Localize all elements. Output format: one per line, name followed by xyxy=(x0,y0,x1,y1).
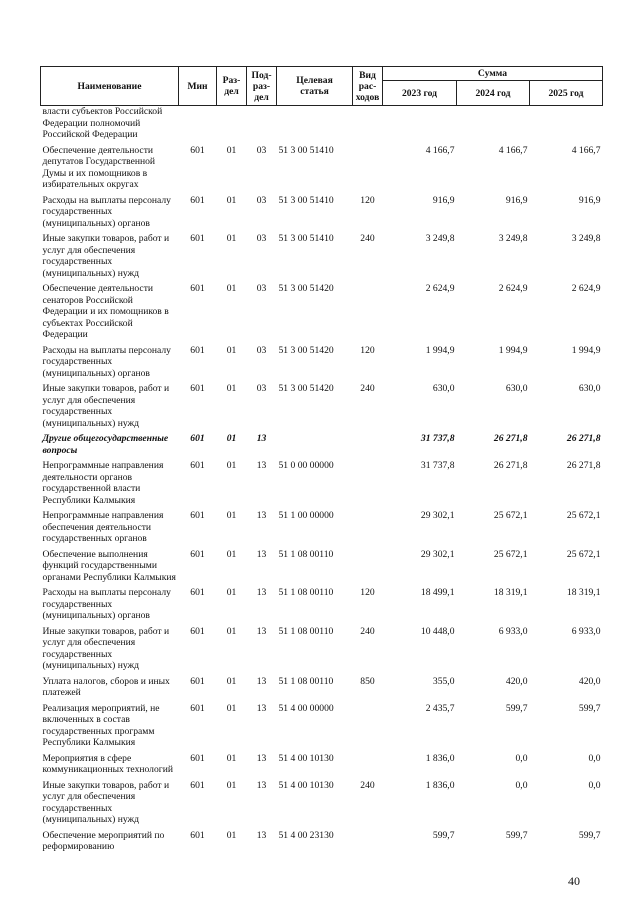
cell-amount-2024: 18 319,1 xyxy=(493,587,528,598)
cell-target-article xyxy=(277,433,353,460)
cell-razdel: 01 xyxy=(226,548,237,560)
cell-expense-type xyxy=(353,145,383,195)
cell-podrazdel: 13 xyxy=(256,625,267,637)
cell-amount-2024: 916,9 xyxy=(505,194,528,206)
cell-target-article: 51 1 00 00000 xyxy=(278,510,334,521)
cell-name: Расходы на выплаты персоналу государственных (муниципальных) органов xyxy=(42,587,171,621)
cell-podrazdel xyxy=(247,106,277,145)
cell-podrazdel: 03 xyxy=(256,194,267,206)
cell-target-article: 51 4 00 10130 xyxy=(278,779,334,791)
cell-amount-2023: 1 994,9 xyxy=(425,344,455,356)
cell-amount-2025: 630,0 xyxy=(578,383,601,394)
cell-razdel: 01 xyxy=(226,144,237,156)
table-body xyxy=(41,106,603,857)
cell-name: Расходы на выплаты персоналу государственных (муниципальных) органов xyxy=(42,344,171,379)
cell-amount-2023: 10 448,0 xyxy=(420,625,455,637)
cell-expense-type xyxy=(353,433,383,460)
cell-amount-2024: 0,0 xyxy=(515,752,528,764)
table-row xyxy=(41,587,603,626)
table-row xyxy=(41,753,603,780)
cell-min: 601 xyxy=(190,383,205,394)
cell-target-article xyxy=(277,106,353,145)
cell-razdel: 01 xyxy=(226,433,237,444)
cell-amount-2024: 26 271,8 xyxy=(493,433,528,444)
cell-min: 601 xyxy=(190,625,205,637)
cell-expense-type xyxy=(353,510,383,549)
cell-amount-2023: 355,0 xyxy=(432,675,455,687)
cell-expense-type: 240 xyxy=(360,233,375,244)
cell-podrazdel: 13 xyxy=(256,510,267,521)
table-row xyxy=(41,383,603,433)
cell-amount-2025: 4 166,7 xyxy=(571,144,601,156)
cell-razdel: 01 xyxy=(226,587,237,598)
cell-name: Обеспечение выполнения функций государственными органами Республики Калмыкия xyxy=(42,548,176,583)
cell-amount-2025: 599,7 xyxy=(578,829,601,841)
cell-min: 601 xyxy=(190,702,205,714)
cell-razdel: 01 xyxy=(226,702,237,714)
table-row xyxy=(41,626,603,676)
cell-razdel: 01 xyxy=(226,283,237,294)
cell-target-article: 51 1 08 00110 xyxy=(278,625,334,637)
cell-name: Непрограммные направления обеспечения деятельности государственных органов xyxy=(42,510,164,544)
cell-razdel: 01 xyxy=(226,344,237,356)
cell-min: 601 xyxy=(190,752,205,764)
cell-target-article: 51 3 00 51420 xyxy=(278,283,334,294)
cell-amount-2024: 599,7 xyxy=(505,702,528,714)
table-row xyxy=(41,830,603,857)
cell-target-article: 51 1 08 00110 xyxy=(278,675,334,687)
cell-amount-2025: 1 994,9 xyxy=(571,344,601,356)
cell-amount-2025: 6 933,0 xyxy=(571,625,601,637)
cell-amount-2024: 26 271,8 xyxy=(493,460,528,471)
cell-amount-2024: 0,0 xyxy=(515,779,528,791)
cell-podrazdel: 03 xyxy=(256,283,267,294)
cell-expense-type: 120 xyxy=(360,194,375,206)
cell-min xyxy=(179,106,217,145)
cell-amount-2023: 599,7 xyxy=(432,829,455,841)
table-row xyxy=(41,195,603,234)
header-name: Наименование xyxy=(41,67,179,106)
header-podrazdel: Под- раз- дел xyxy=(247,67,277,106)
cell-razdel: 01 xyxy=(226,233,237,244)
cell-razdel: 01 xyxy=(226,752,237,764)
cell-expense-type: 240 xyxy=(360,625,375,637)
cell-amount-2024 xyxy=(457,106,530,145)
cell-expense-type xyxy=(353,460,383,510)
cell-target-article: 51 3 00 51410 xyxy=(278,144,334,156)
page-number: 40 xyxy=(568,874,580,888)
cell-min: 601 xyxy=(190,344,205,356)
cell-razdel: 01 xyxy=(226,625,237,637)
cell-amount-2024: 420,0 xyxy=(505,675,528,687)
cell-expense-type xyxy=(353,753,383,780)
cell-target-article: 51 4 00 10130 xyxy=(278,752,334,764)
cell-razdel: 01 xyxy=(226,460,237,471)
table-row xyxy=(41,510,603,549)
cell-amount-2025 xyxy=(530,106,603,145)
cell-podrazdel: 03 xyxy=(256,344,267,356)
cell-amount-2025: 420,0 xyxy=(578,675,601,687)
cell-razdel: 01 xyxy=(226,779,237,791)
cell-target-article: 51 4 00 00000 xyxy=(278,702,334,714)
cell-target-article: 51 4 00 23130 xyxy=(278,829,334,841)
cell-min: 601 xyxy=(190,510,205,521)
cell-amount-2023: 29 302,1 xyxy=(420,548,455,560)
cell-amount-2025: 916,9 xyxy=(578,194,601,206)
cell-amount-2025: 3 249,8 xyxy=(571,233,601,244)
cell-amount-2024: 25 672,1 xyxy=(493,510,528,521)
cell-amount-2025: 26 271,8 xyxy=(566,460,601,471)
cell-min: 601 xyxy=(190,548,205,560)
cell-razdel: 01 xyxy=(226,829,237,841)
cell-amount-2023: 630,0 xyxy=(432,383,455,394)
cell-expense-type xyxy=(353,703,383,753)
cell-expense-type xyxy=(353,283,383,345)
header-year-2024: 2024 год xyxy=(457,81,530,106)
budget-table xyxy=(40,66,603,857)
cell-podrazdel: 13 xyxy=(256,587,267,598)
table-row xyxy=(41,433,603,460)
table-row xyxy=(41,549,603,588)
cell-podrazdel: 13 xyxy=(256,460,267,471)
cell-amount-2024: 25 672,1 xyxy=(493,548,528,560)
cell-podrazdel: 13 xyxy=(256,779,267,791)
cell-amount-2025: 25 672,1 xyxy=(566,548,601,560)
cell-name: Обеспечение деятельности сенаторов Российской Федерации и их помощников в субъектах Российской Федерации xyxy=(42,283,169,340)
cell-name: Мероприятия в сфере коммуникационных технологий xyxy=(42,752,173,775)
cell-expense-type xyxy=(353,830,383,857)
header-year-2023: 2023 год xyxy=(383,81,457,106)
cell-amount-2023: 2 624,9 xyxy=(425,283,455,294)
cell-target-article: 51 3 00 51420 xyxy=(278,344,334,356)
cell-min: 601 xyxy=(190,144,205,156)
cell-name: Расходы на выплаты персоналу государственных (муниципальных) органов xyxy=(42,194,171,229)
cell-min: 601 xyxy=(190,829,205,841)
cell-amount-2025: 0,0 xyxy=(588,752,601,764)
cell-target-article: 51 1 08 00110 xyxy=(278,587,334,598)
cell-razdel: 01 xyxy=(226,194,237,206)
cell-target-article: 51 1 08 00110 xyxy=(278,548,334,560)
cell-target-article: 51 3 00 51410 xyxy=(278,194,334,206)
cell-razdel: 01 xyxy=(226,510,237,521)
cell-expense-type: 240 xyxy=(360,383,375,394)
cell-razdel: 01 xyxy=(226,675,237,687)
cell-amount-2025: 0,0 xyxy=(588,779,601,791)
cell-min: 601 xyxy=(190,194,205,206)
cell-target-article: 51 3 00 51410 xyxy=(278,233,334,244)
cell-amount-2024: 4 166,7 xyxy=(498,144,528,156)
cell-min: 601 xyxy=(190,587,205,598)
header-article: Целевая статья xyxy=(277,67,353,106)
cell-amount-2023: 3 249,8 xyxy=(425,233,455,244)
cell-expense-type xyxy=(353,106,383,145)
cell-amount-2023: 2 435,7 xyxy=(425,702,455,714)
cell-name: Обеспечение мероприятий по реформированию xyxy=(42,829,165,852)
cell-amount-2025: 18 319,1 xyxy=(566,587,601,598)
cell-amount-2023 xyxy=(383,106,457,145)
cell-min: 601 xyxy=(190,675,205,687)
cell-podrazdel: 13 xyxy=(256,752,267,764)
cell-name: Обеспечение деятельности депутатов Государственной Думы и их помощников в избирательных округах xyxy=(42,144,156,190)
header-vid: Вид рас- ходов xyxy=(353,67,383,106)
cell-target-article: 51 3 00 51420 xyxy=(278,383,334,394)
cell-podrazdel: 13 xyxy=(256,702,267,714)
cell-min: 601 xyxy=(190,779,205,791)
cell-name: Другие общегосударственные вопросы xyxy=(42,433,169,456)
cell-min: 601 xyxy=(190,233,205,244)
header-min: Мин xyxy=(179,67,217,106)
cell-razdel: 01 xyxy=(226,383,237,394)
cell-amount-2023: 31 737,8 xyxy=(420,460,455,471)
table-row xyxy=(41,676,603,703)
cell-podrazdel: 13 xyxy=(256,829,267,841)
cell-podrazdel: 13 xyxy=(256,675,267,687)
cell-name: Иные закупки товаров, работ и услуг для обеспечения государственных (муниципальных) нужд xyxy=(42,779,170,825)
cell-name: Реализация мероприятий, не включенных в состав государственных программ Республики Калмыкия xyxy=(42,702,160,748)
cell-amount-2025: 599,7 xyxy=(578,702,601,714)
cell-amount-2025: 26 271,8 xyxy=(566,433,601,444)
cell-name: Иные закупки товаров, работ и услуг для обеспечения государственных (муниципальных) нужд xyxy=(42,383,170,429)
table-row xyxy=(41,233,603,283)
cell-amount-2023: 18 499,1 xyxy=(420,587,455,598)
table-row xyxy=(41,460,603,510)
header-razdel: Раз- дел xyxy=(217,67,247,106)
header-year-2025: 2025 год xyxy=(530,81,603,106)
cell-podrazdel: 03 xyxy=(256,144,267,156)
cell-min: 601 xyxy=(190,283,205,294)
table-row xyxy=(41,703,603,753)
table-header xyxy=(41,67,603,106)
cell-podrazdel: 03 xyxy=(256,383,267,394)
cell-min: 601 xyxy=(190,460,205,471)
cell-expense-type: 240 xyxy=(360,779,375,791)
cell-amount-2023: 29 302,1 xyxy=(420,510,455,521)
header-sum: Сумма xyxy=(383,67,603,81)
cell-target-article: 51 0 00 00000 xyxy=(278,460,334,471)
cell-amount-2023: 1 836,0 xyxy=(425,752,455,764)
cell-expense-type xyxy=(353,549,383,588)
cell-expense-type: 850 xyxy=(360,675,375,687)
table-row xyxy=(41,106,603,145)
cell-name: Уплата налогов, сборов и иных платежей xyxy=(42,675,170,698)
table-row xyxy=(41,145,603,195)
cell-name: Непрограммные направления деятельности органов государственной власти Республики Калмыкия xyxy=(42,460,164,506)
cell-expense-type: 120 xyxy=(360,344,375,356)
cell-name: Иные закупки товаров, работ и услуг для обеспечения государственных (муниципальных) нужд xyxy=(42,625,170,671)
cell-amount-2024: 630,0 xyxy=(505,383,528,394)
cell-razdel xyxy=(217,106,247,145)
table-row xyxy=(41,345,603,384)
cell-podrazdel: 13 xyxy=(256,548,267,560)
cell-name: власти субъектов Российской Федерации полномочий Российской Федерации xyxy=(42,106,163,140)
table-row xyxy=(41,283,603,345)
cell-amount-2023: 916,9 xyxy=(432,194,455,206)
cell-amount-2025: 25 672,1 xyxy=(566,510,601,521)
cell-podrazdel: 03 xyxy=(256,233,267,244)
table-row xyxy=(41,780,603,830)
cell-amount-2023: 4 166,7 xyxy=(425,144,455,156)
cell-amount-2024: 3 249,8 xyxy=(498,233,528,244)
cell-amount-2024: 1 994,9 xyxy=(498,344,528,356)
cell-name: Иные закупки товаров, работ и услуг для обеспечения государственных (муниципальных) нужд xyxy=(42,233,170,279)
cell-expense-type: 120 xyxy=(360,587,375,598)
cell-amount-2024: 599,7 xyxy=(505,829,528,841)
cell-amount-2024: 2 624,9 xyxy=(498,283,528,294)
cell-amount-2024: 6 933,0 xyxy=(498,625,528,637)
cell-amount-2023: 31 737,8 xyxy=(420,433,455,444)
cell-amount-2025: 2 624,9 xyxy=(571,283,601,294)
cell-podrazdel: 13 xyxy=(256,433,267,444)
cell-min: 601 xyxy=(190,433,205,444)
cell-amount-2023: 1 836,0 xyxy=(425,779,455,791)
